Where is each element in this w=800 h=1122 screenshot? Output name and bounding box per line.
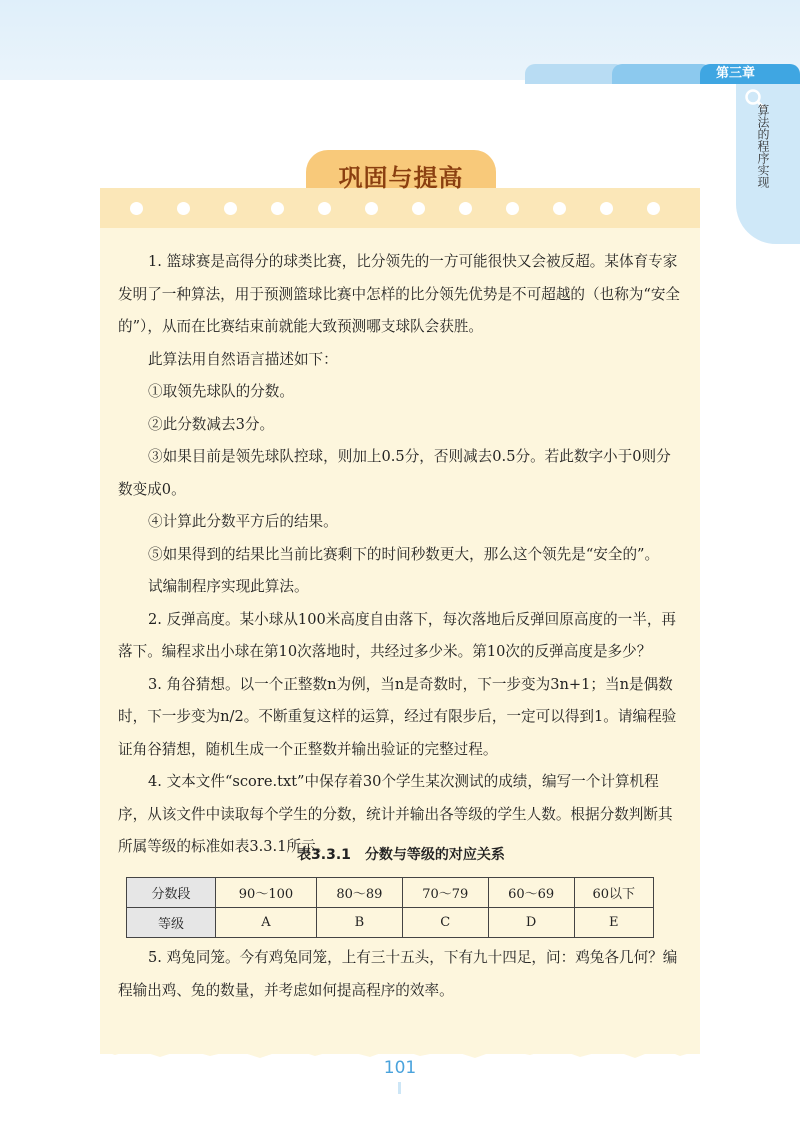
binding-hole [506, 202, 519, 215]
binding-hole [271, 202, 284, 215]
binding-hole [365, 202, 378, 215]
algorithm-step-4: ④计算此分数平方后的结果。 [148, 513, 338, 530]
binding-hole [318, 202, 331, 215]
grade-row [127, 908, 654, 938]
chapter-label: 第三章 [716, 66, 756, 81]
grade-cell: D [488, 908, 574, 938]
exercise-1-task: 试编制程序实现此算法。 [148, 578, 309, 595]
grade-table [126, 877, 654, 938]
algorithm-step-5: ⑤如果得到的结果比当前比赛剩下的时间秒数更大，那么这个领先是“安全的”。 [148, 545, 660, 563]
chapter-tab-left [525, 64, 625, 84]
binding-holes [130, 202, 690, 216]
binding-hole [459, 202, 472, 215]
binding-hole [412, 202, 425, 215]
algorithm-step-3: ③如果目前是领先球队控球，则加上0.5分，否则减去0.5分。若此数字小于0则分数变成0。 [118, 448, 671, 498]
grade-cell: E [574, 908, 653, 938]
binding-hole [600, 202, 613, 215]
section-title: 巩固与提高 [338, 164, 464, 192]
grade-cell: A [216, 908, 317, 938]
binding-hole [647, 202, 660, 215]
exercise-2: 2. 反弹高度。某小球从100米高度自由落下，每次落地后反弹回原高度的一半，再落下。编程求出小球在第10次落地时，共经过多少米。第10次的反弹高度是多少？ [118, 610, 677, 660]
range-cell: 90～100 [216, 878, 317, 908]
table-caption: 表3.3.1 分数与等级的对应关系 [297, 847, 505, 863]
binding-hole [553, 202, 566, 215]
algorithm-step-1: ①取领先球队的分数。 [148, 383, 294, 400]
row-header-score: 分数段 [127, 878, 216, 908]
range-cell: 80～89 [316, 878, 402, 908]
score-range-row [127, 878, 654, 908]
algorithm-intro: 此算法用自然语言描述如下： [148, 350, 338, 368]
algorithm-step-2: ②此分数减去3分。 [148, 415, 275, 433]
exercise-4: 4. 文本文件“score.txt”中保存着30个学生某次测试的成绩，编写一个计算机程序，从该文件中读取每个学生的分数，统计并输出各等级的学生人数。根据分数判断其所属等级的标准如表3.3.1所示。 [118, 773, 673, 855]
exercise-text [118, 246, 684, 864]
grade-cell: B [316, 908, 402, 938]
range-cell: 60～69 [488, 878, 574, 908]
exercise-3: 3. 角谷猜想。以一个正整数n为例，当n是奇数时，下一步变为3n+1；当n是偶数时，下一步变为n/2。不断重复这样的运算，经过有限步后，一定可以得到1。请编程验证角谷猜想，随机生成一个正整数并输出验证的完整过程。 [118, 675, 677, 758]
grade-cell: C [402, 908, 488, 938]
range-cell: 70～79 [402, 878, 488, 908]
row-header-grade: 等级 [127, 908, 216, 938]
range-cell: 60以下 [574, 878, 653, 908]
binding-hole [177, 202, 190, 215]
exercise-5-block [118, 942, 684, 1007]
page-number: 101 [383, 1058, 417, 1078]
exercise-5: 5. 鸡兔同笼。今有鸡兔同笼，上有三十五头，下有九十四足，问：鸡兔各几何？编程输出鸡、兔的数量，并考虑如何提高程序的效率。 [118, 949, 678, 999]
side-chapter-title: 算法的程序实现 [756, 104, 770, 188]
page-number-tick [398, 1082, 401, 1094]
exercise-1-intro: 1. 篮球赛是高得分的球类比赛，比分领先的一方可能很快又会被反超。某体育专家发明了一种算法，用于预测篮球比赛中怎样的比分领先优势是不可超越的（也称为“安全的”），从而在比赛结束前就能大致预测哪支球队会获胜。 [118, 253, 681, 335]
binding-hole [130, 202, 143, 215]
binding-hole [224, 202, 237, 215]
chapter-tab-middle [612, 64, 712, 84]
